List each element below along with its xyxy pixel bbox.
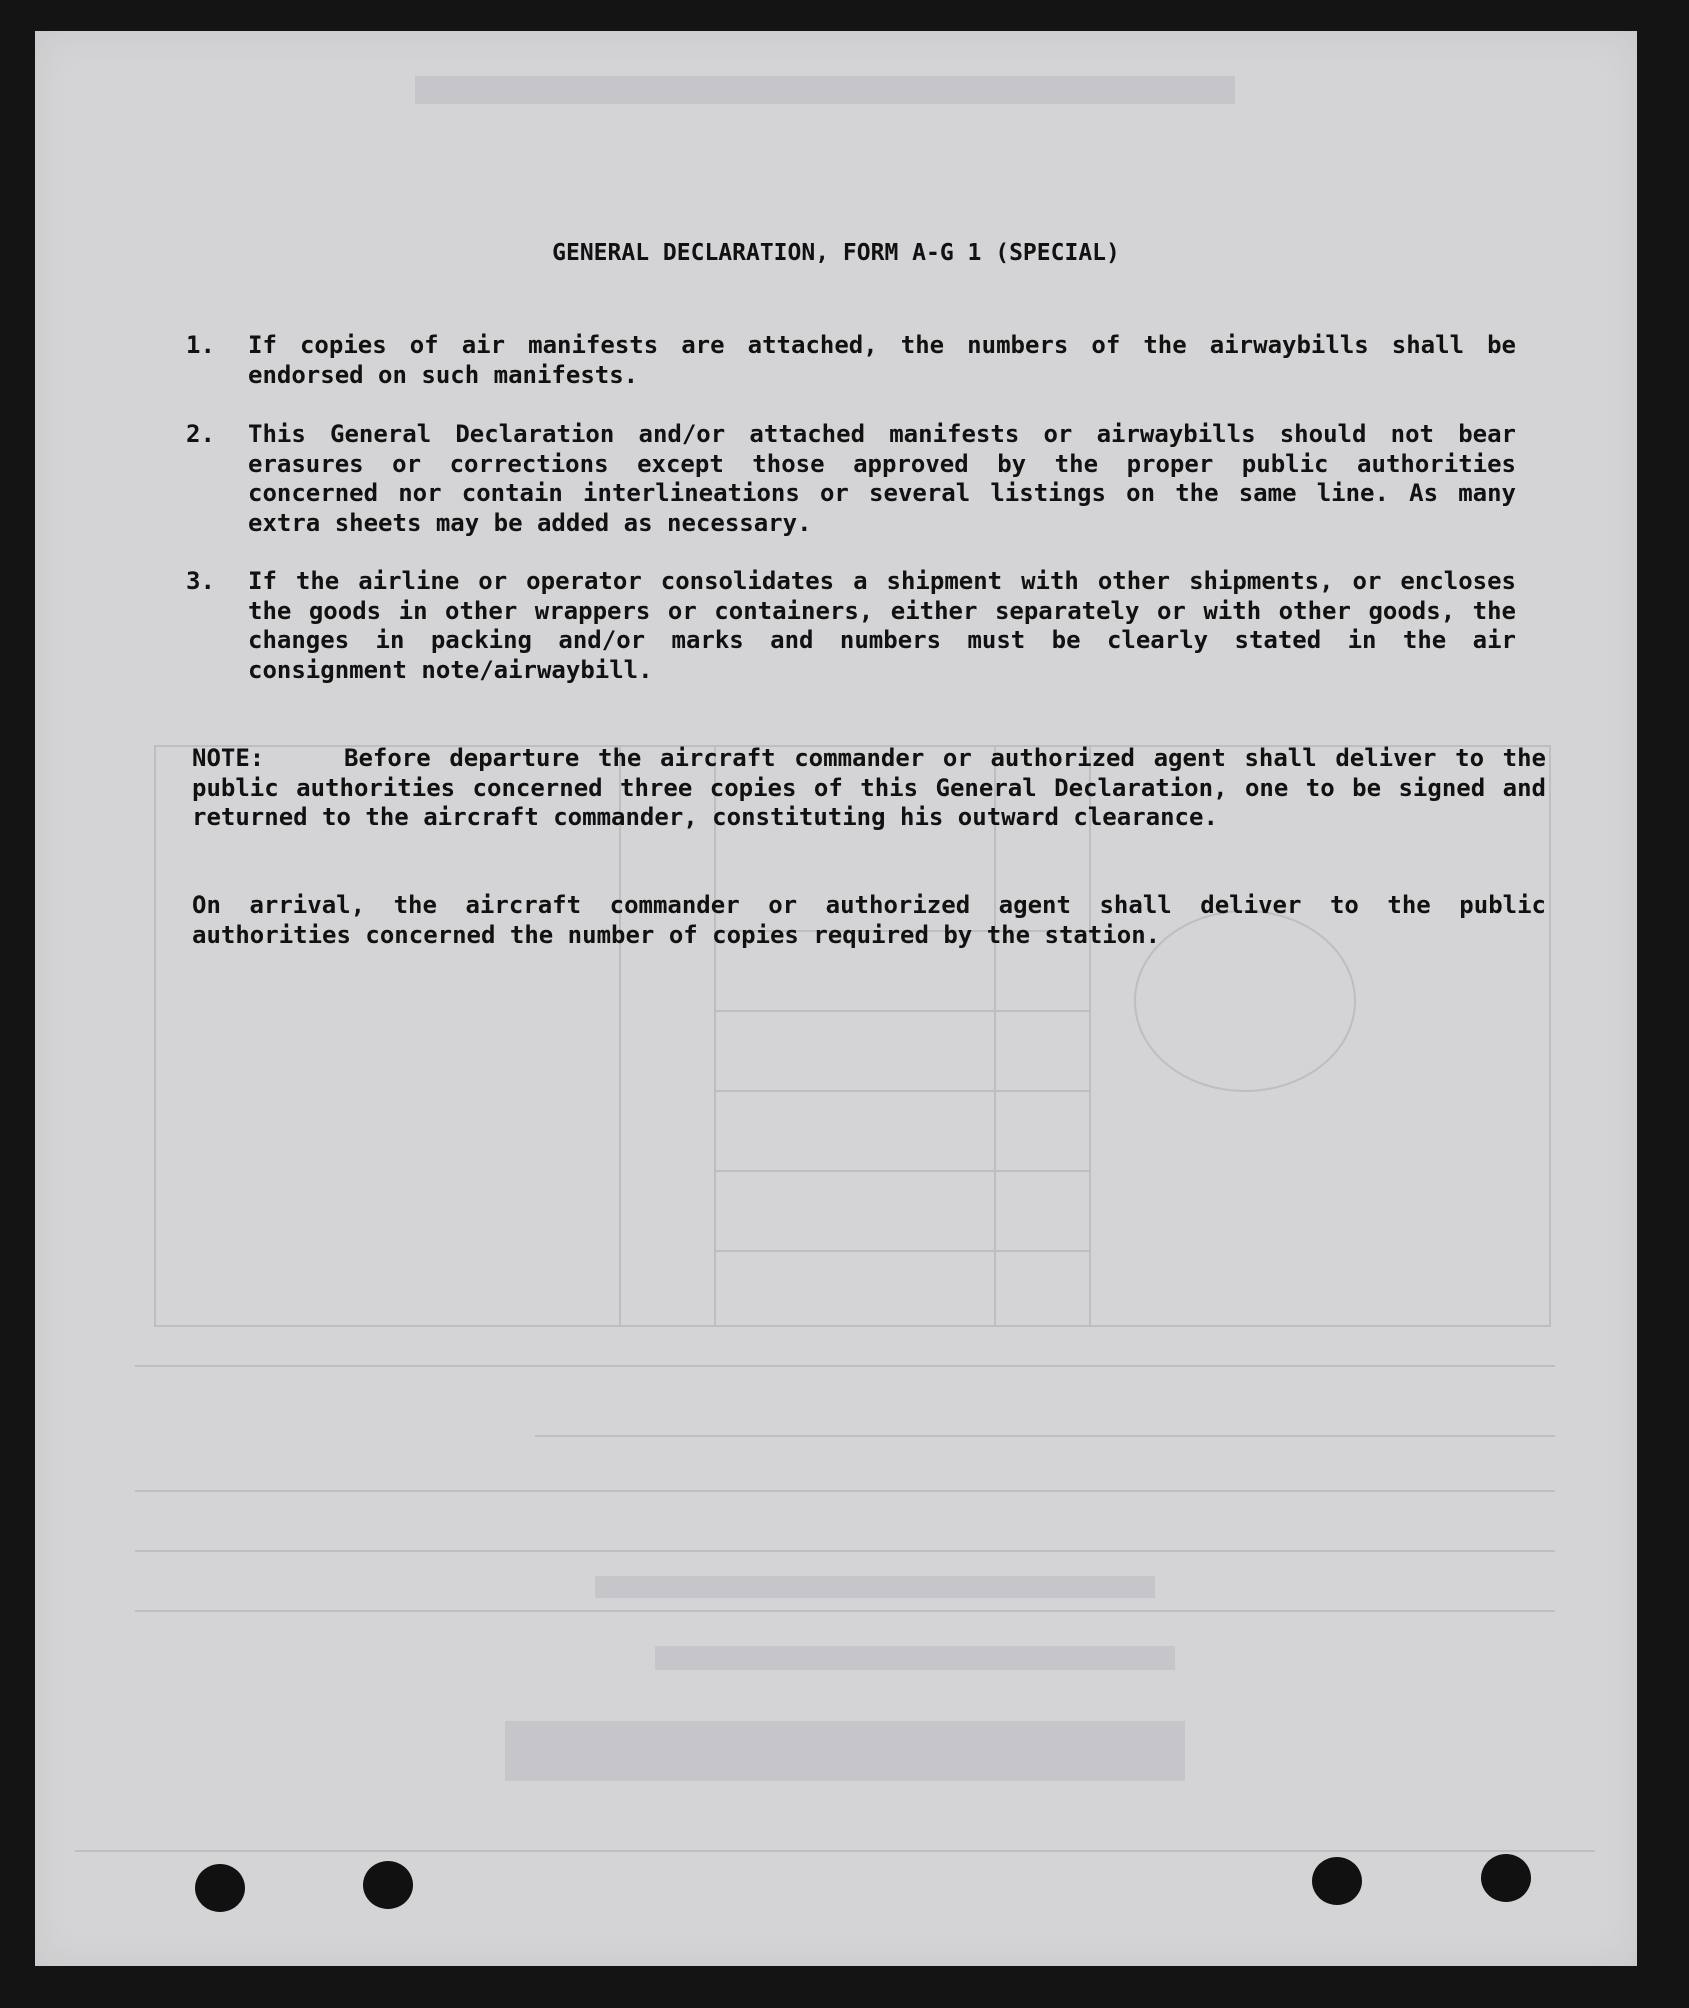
arrival-note: On arrival, the aircraft commander or authorized agent shall deliver to the public authorities concerned the number of copies required by the station.	[192, 891, 1546, 949]
item-number: 3.	[186, 567, 215, 595]
punch-hole-right-1	[1312, 1857, 1362, 1905]
departure-note	[192, 744, 1546, 833]
item-number: 2.	[186, 420, 215, 448]
item-text: If the airline or operator consolidates a shipment with other shipments, or encloses the goods in other wrappers or containers, either separately or with other goods, the changes in packing and/or marks and numbers must be clearly stated in the air consignment note/airwaybill.	[248, 567, 1516, 684]
item-text: This General Declaration and/or attached manifests or airwaybills should not bear erasures or corrections except those approved by the proper public authorities concerned nor contain interlineations or several listings on the same line. As many extra sheets may be added as necessary.	[248, 420, 1516, 537]
document-title: GENERAL DECLARATION, FORM A-G 1 (SPECIAL)	[552, 240, 1120, 266]
punch-hole-left-2	[363, 1861, 413, 1909]
item-number: 1.	[186, 331, 215, 359]
punch-hole-left-1	[195, 1864, 245, 1912]
note-label: NOTE:	[192, 744, 265, 772]
punch-hole-right-2	[1481, 1854, 1531, 1902]
bleed-through-marks	[35, 31, 1637, 1966]
document-sheet	[35, 31, 1637, 1966]
item-text: If copies of air manifests are attached, the numbers of the airwaybills shall be endorsed on such manifests.	[248, 331, 1516, 389]
note-text: Before departure the aircraft commander or authorized agent shall deliver to the public authorities concerned three copies of this General Declaration, one to be signed and returned to the aircraft commander, constituting his outward clearance.	[192, 744, 1546, 831]
